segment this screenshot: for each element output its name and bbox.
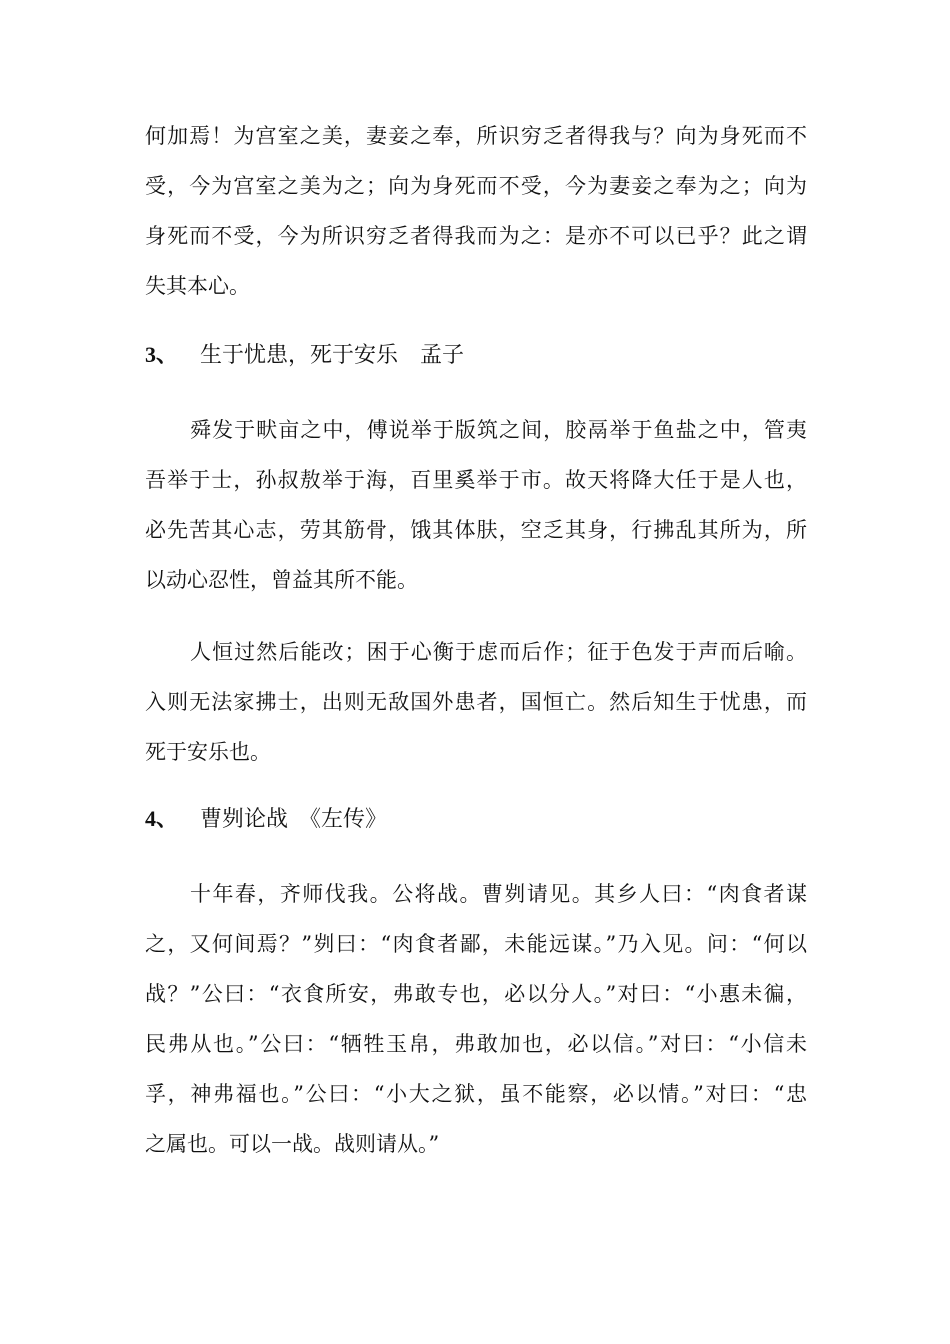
section-heading-3 (145, 342, 464, 369)
underlined-text: 必先苦其心志，劳其筋骨，饿其体肤，空乏其身，行拂乱其所为，所 (145, 518, 807, 542)
paragraph-line (145, 468, 807, 492)
paragraph-line (145, 568, 807, 592)
paragraph-line: 死于安乐也。 (145, 740, 271, 764)
paragraph-line: 入则无法家拂士，出则无敌国外患者，国恒亡。然后知生于忧患，而 (145, 690, 807, 714)
paragraph-line: 之属也。可以一战。战则请从。” (145, 1132, 440, 1156)
paragraph-line: 舜发于畎亩之中，傅说举于版筑之间，胶鬲举于鱼盐之中，管夷 (190, 418, 807, 442)
section-title: 曹刿论战 《左传》 (200, 807, 388, 832)
paragraph-line: 身死而不受，今为所识穷乏者得我而为之：是亦不可以已乎？此之谓 (145, 224, 807, 248)
paragraph-line: 人恒过然后能改；困于心衡于虑而后作；征于色发于声而后喻。 (190, 640, 807, 664)
paragraph-line: 十年春，齐师伐我。公将战。曹刿请见。其乡人曰：“肉食者谋 (190, 882, 807, 906)
underlined-text: 以动心忍性，曾益其所不能。 (145, 568, 418, 592)
paragraph-line: 战？”公曰：“衣食所安，弗敢专也，必以分人。”对曰：“小惠未徧， (145, 982, 807, 1006)
section-heading-4 (145, 806, 387, 833)
paragraph-line: 民弗从也。”公曰：“牺牲玉帛，弗敢加也，必以信。”对曰：“小信未 (145, 1032, 807, 1056)
section-number: 4、 (145, 806, 179, 831)
paragraph-line (145, 518, 807, 542)
paragraph-line: 孚，神弗福也。”公曰：“小大之狱，虽不能察，必以情。”对曰：“忠 (145, 1082, 807, 1106)
paragraph-line: 之，又何间焉？”刿曰：“肉食者鄙，未能远谋。”乃入见。问：“何以 (145, 932, 807, 956)
underlined-text: 故天将降大任于是人也， (565, 468, 807, 492)
section-number: 3、 (145, 342, 179, 367)
paragraph-line: 受，今为宫室之美为之；向为身死而不受，今为妻妾之奉为之；向为 (145, 174, 807, 198)
section-title: 生于忧患，死于安乐 孟子 (200, 343, 465, 368)
paragraph-line: 失其本心。 (145, 274, 250, 298)
plain-text: 吾举于士，孙叔敖举于海，百里奚举于市。 (145, 468, 565, 492)
paragraph-line: 何加焉！为宫室之美，妻妾之奉，所识穷乏者得我与？向为身死而不 (145, 124, 807, 148)
